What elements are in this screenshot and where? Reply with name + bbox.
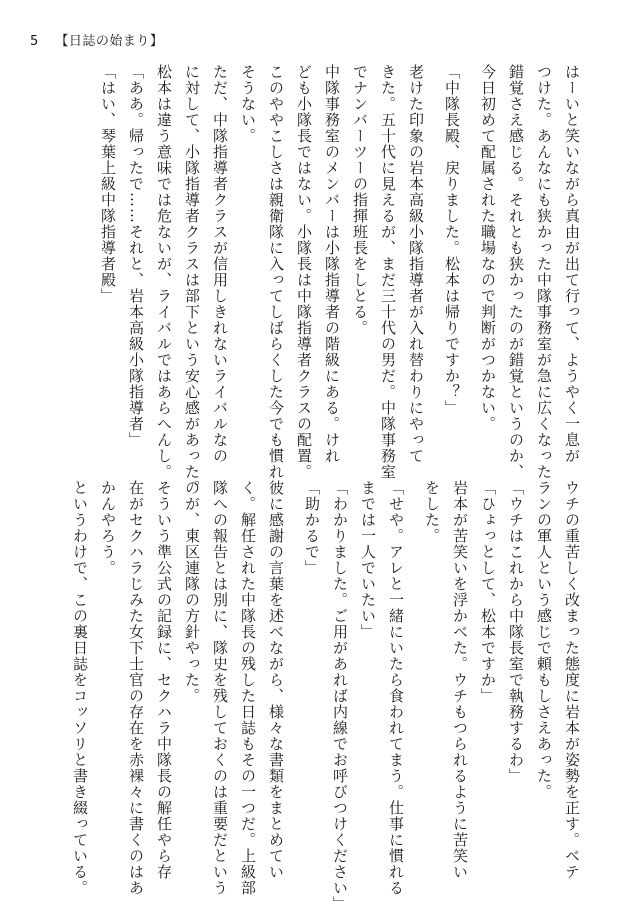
text-column: 「わかりました。ご用があれば内線でお呼びつけください」 (331, 480, 349, 912)
text-column: 在がセクハラじみた女下士官の存在を赤裸々に書くのはあ (127, 480, 145, 896)
text-block-top (99, 64, 582, 496)
text-column: 「ああ。帰ったで……それと、岩本高級小隊指導者」 (127, 64, 145, 448)
text-column: 「ひょっとして、松本ですか」 (479, 480, 497, 704)
text-column: 「はい、琴葉上級中隊指導者殿」 (99, 64, 117, 304)
chapter-title: 【日誌の始まり】 (55, 34, 164, 49)
text-column: のが、東区連隊の方針やった。 (183, 480, 201, 704)
text-column: 彼に感謝の言葉を述べながら、様々な書類をまとめてい (267, 480, 285, 880)
text-column: 「中隊長殿、戻りました。松本は帰りですか？」 (443, 64, 461, 416)
text-column: ウチの重苦しく改まった態度に岩本が姿勢を正す。ベテ (563, 480, 581, 880)
text-column: 「助かるで」 (303, 480, 321, 576)
text-column: をした。 (423, 480, 441, 544)
text-column: そういう準公式の記録に、セクハラ中隊長の解任やら存 (155, 480, 173, 880)
text-column: 錯覚さえ感じる。それとも狭かったのが錯覚というのか、 (507, 64, 525, 480)
page-header (30, 30, 163, 49)
text-column: 隊への報告とは別に、隊史を残しておくのは重要だという (211, 480, 229, 896)
text-column: ども小隊長ではない。小隊長は中隊指導者クラスの配置。 (295, 64, 313, 480)
text-column: かんやろう。 (99, 480, 117, 576)
text-column: 「ウチはこれから中隊長室で執務するわ」 (507, 480, 525, 784)
text-column: でナンバーツーの指揮班長をしとる。 (351, 64, 369, 336)
text-column: このややこしさは親衛隊に入ってしばらくした今でも慣れ (267, 64, 285, 480)
text-column: つけた。あんなにも狭かった中隊事務室が急に広くなった (535, 64, 553, 480)
text-column: く。解任された中隊長の残した日誌もその一つだ。上級部 (239, 480, 257, 896)
text-column: 岩本が苦笑いを浮かべた。ウチもつられるように苦笑い (451, 480, 469, 880)
text-column: きた。五十代に見えるが、まだ三十代の男だ。中隊事務室 (379, 64, 397, 480)
text-column: 老けた印象の岩本高級小隊指導者が入れ替わりにやって (407, 64, 425, 464)
text-column: までは一人でいたい」 (359, 480, 377, 640)
text-column: はーいと笑いながら真由が出て行って、ようやく一息が (563, 64, 581, 464)
text-column: というわけで、この裏日誌をコッソリと書き綴っている。 (71, 480, 89, 896)
text-column: ただ、中隊指導者クラスが信用しきれないライバルなの (211, 64, 229, 464)
text-column: ランの軍人という感じで頼もしさえあった。 (535, 480, 553, 800)
text-column: に対して、小隊指導者クラスは部下という安心感があった。 (183, 64, 201, 496)
text-column: 中隊事務室のメンバーは小隊指導者の階級にある。けれ (323, 64, 341, 464)
text-column: そうない。 (239, 64, 257, 144)
text-column: 「せや。アレと一緒にいたら食われてまう。仕事に慣れる (387, 480, 405, 896)
page-number: 5 (30, 34, 39, 49)
text-column: 松本は違う意味では危ないが、ライバルではあらへんし。 (155, 64, 173, 480)
text-column: 今日初めて配属された職場なので判断がつかない。 (479, 64, 497, 432)
text-block-bottom (71, 480, 582, 912)
